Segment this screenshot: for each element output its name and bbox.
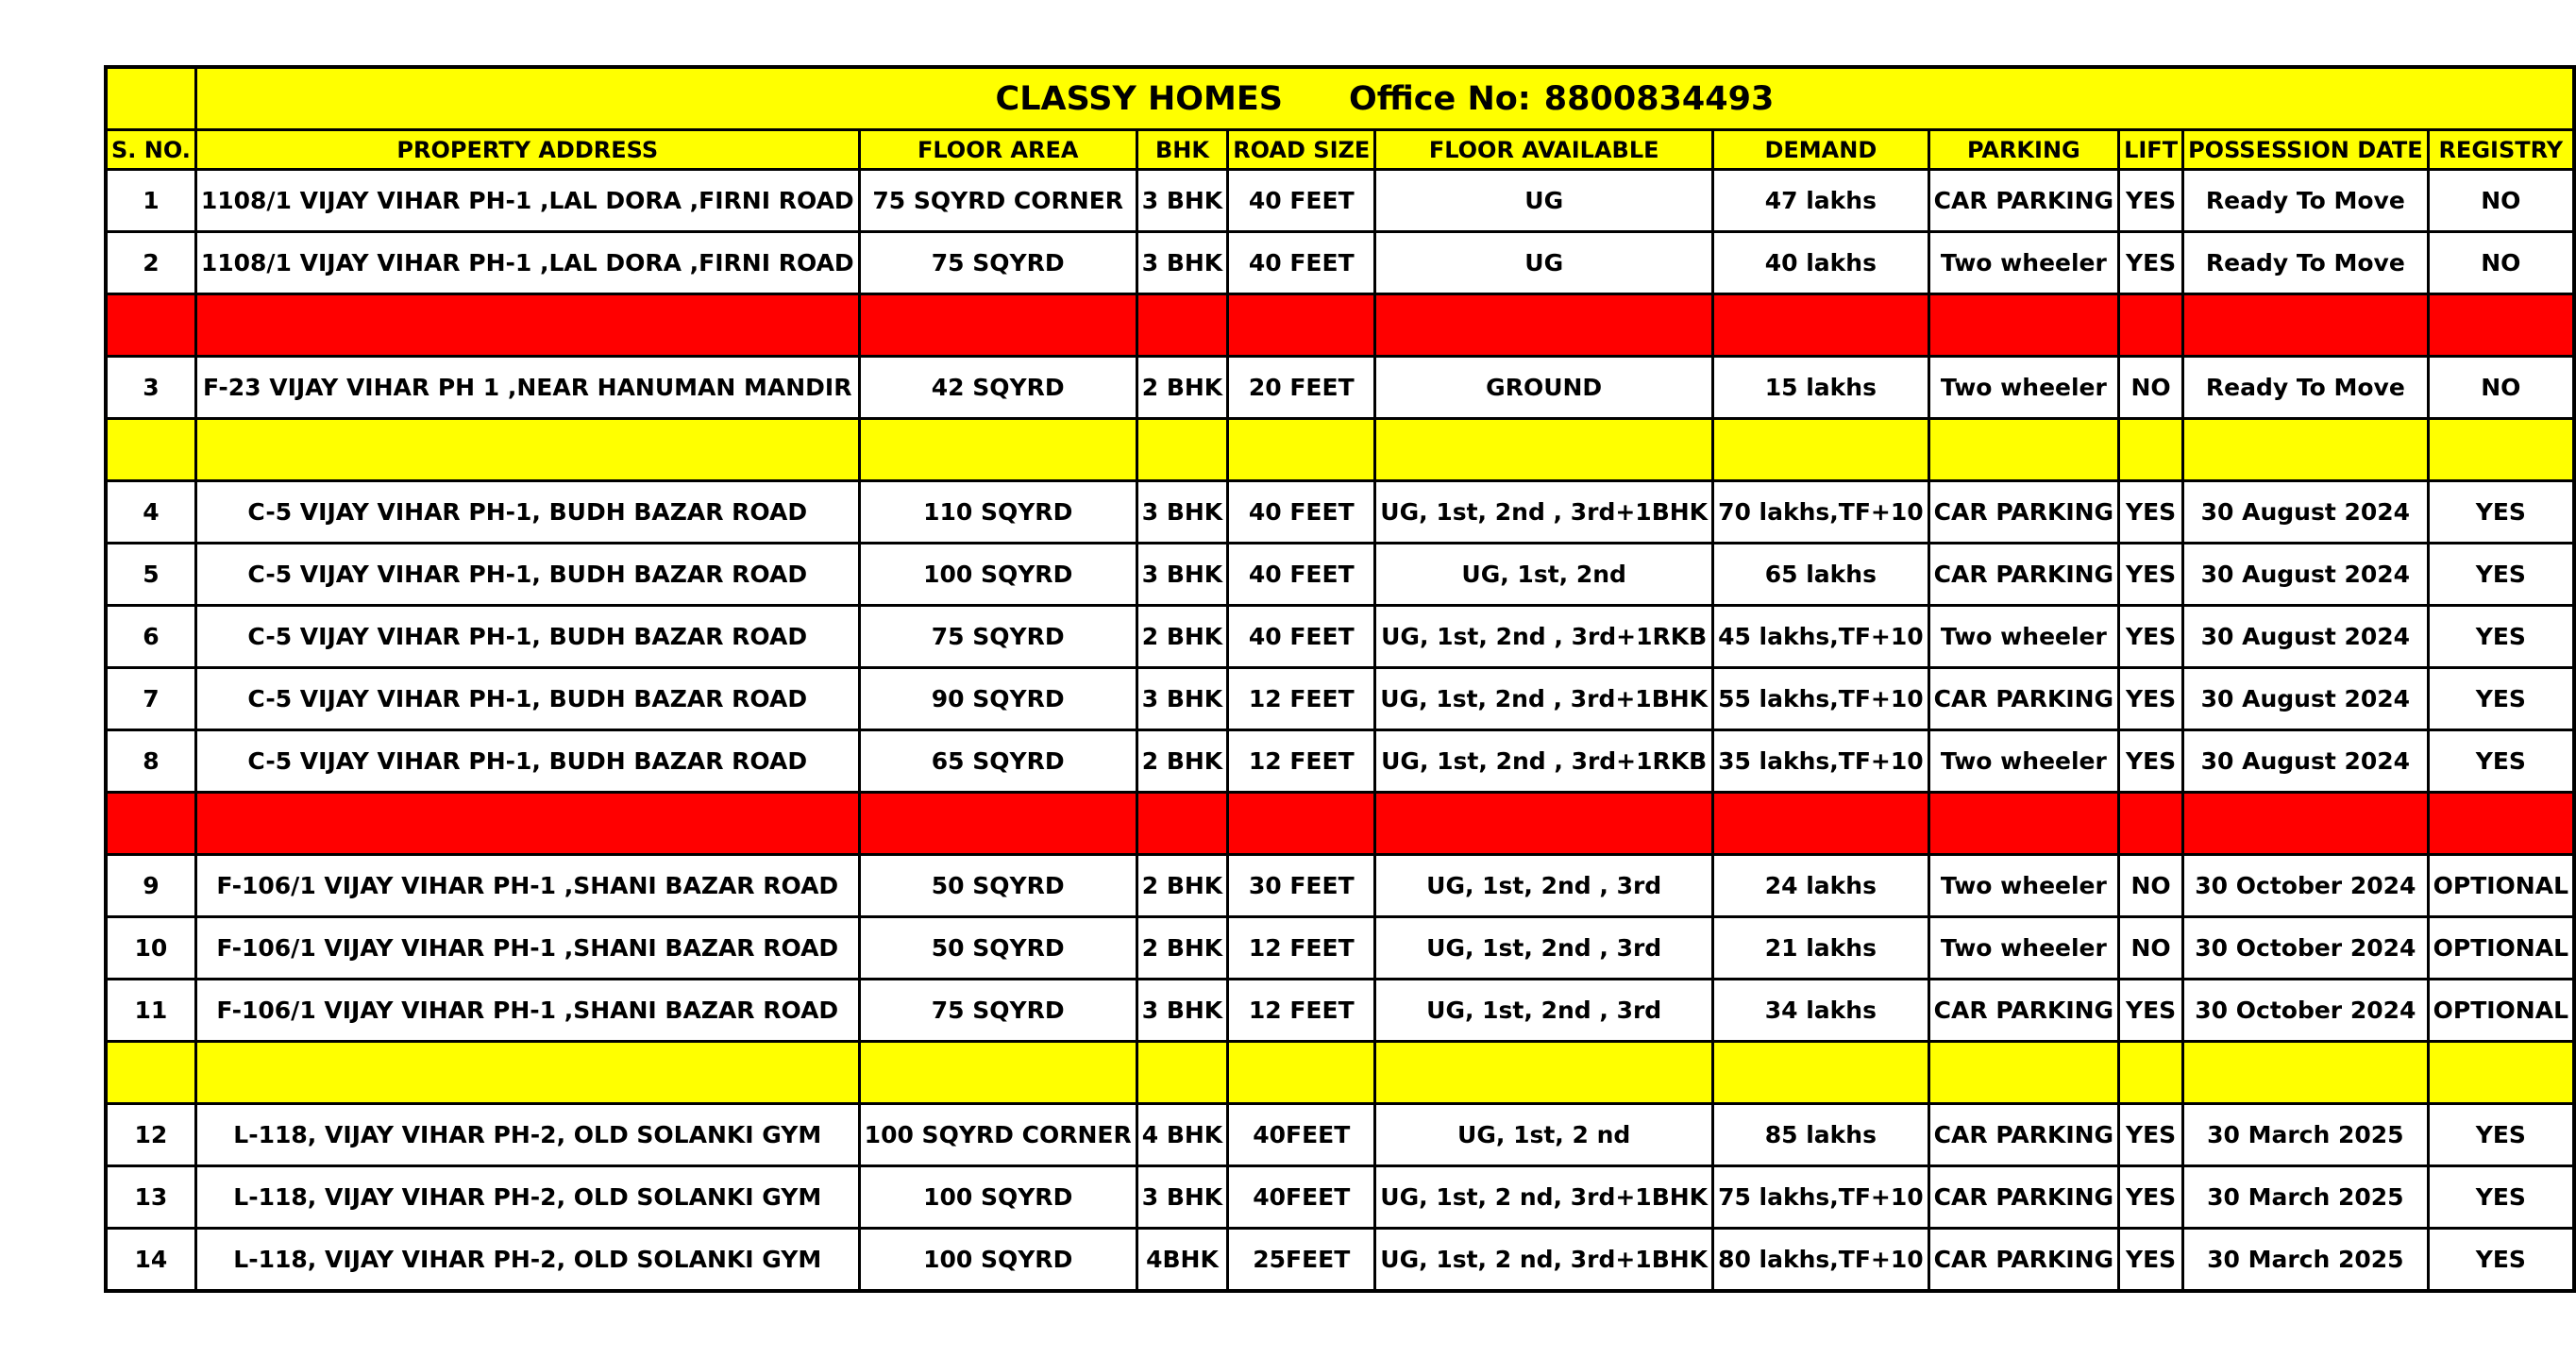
cell-road-size: 30 FEET (1228, 855, 1375, 917)
cell-road-size: 12 FEET (1228, 980, 1375, 1042)
cell-bhk: 3 BHK (1136, 1166, 1227, 1229)
cell-road-size: 12 FEET (1228, 668, 1375, 730)
table-row (106, 855, 2574, 917)
cell-road-size: 20 FEET (1228, 357, 1375, 419)
cell-registry: NO (2428, 170, 2574, 232)
cell-road-size: 40 FEET (1228, 232, 1375, 294)
cell-sno: 3 (106, 357, 195, 419)
header-property-address: PROPERTY ADDRESS (195, 130, 859, 170)
cell-parking: CAR PARKING (1928, 980, 2118, 1042)
cell-address: 1108/1 VIJAY VIHAR PH-1 ,LAL DORA ,FIRNI ROAD (195, 170, 859, 232)
cell-lift: YES (2119, 481, 2183, 544)
header-bhk: BHK (1136, 130, 1227, 170)
cell-demand: 65 lakhs (1713, 544, 1929, 606)
cell-possession-date: 30 October 2024 (2183, 917, 2429, 980)
cell-parking: Two wheeler (1928, 917, 2118, 980)
cell-registry: NO (2428, 232, 2574, 294)
cell-sno: 11 (106, 980, 195, 1042)
cell-demand: 55 lakhs,TF+10 (1713, 668, 1929, 730)
cell-road-size: 25FEET (1228, 1229, 1375, 1292)
cell-sno: 4 (106, 481, 195, 544)
cell-road-size: 40FEET (1228, 1104, 1375, 1166)
table-row (106, 730, 2574, 793)
cell-lift: YES (2119, 1104, 2183, 1166)
cell-possession-date: 30 August 2024 (2183, 481, 2429, 544)
table-row (106, 917, 2574, 980)
cell-lift: NO (2119, 855, 2183, 917)
cell-road-size: 40 FEET (1228, 481, 1375, 544)
header-sno: S. NO. (106, 130, 195, 170)
cell-floor-area: 100 SQYRD (859, 544, 1136, 606)
cell-address: F-106/1 VIJAY VIHAR PH-1 ,SHANI BAZAR ROAD (195, 917, 859, 980)
cell-lift: YES (2119, 606, 2183, 668)
table-row (106, 1229, 2574, 1292)
cell-bhk: 4 BHK (1136, 1104, 1227, 1166)
cell-parking: CAR PARKING (1928, 1166, 2118, 1229)
cell-lift: NO (2119, 357, 2183, 419)
cell-sno: 6 (106, 606, 195, 668)
cell-demand: 40 lakhs (1713, 232, 1929, 294)
cell-demand: 24 lakhs (1713, 855, 1929, 917)
cell-possession-date: 30 March 2025 (2183, 1229, 2429, 1292)
table-row (106, 170, 2574, 232)
cell-bhk: 3 BHK (1136, 544, 1227, 606)
cell-floor-available: UG, 1st, 2 nd, 3rd+1BHK (1375, 1166, 1713, 1229)
cell-possession-date: 30 August 2024 (2183, 606, 2429, 668)
cell-lift: YES (2119, 730, 2183, 793)
cell-sno: 13 (106, 1166, 195, 1229)
cell-road-size: 12 FEET (1228, 730, 1375, 793)
cell-floor-area: 90 SQYRD (859, 668, 1136, 730)
cell-lift: YES (2119, 232, 2183, 294)
cell-parking: Two wheeler (1928, 606, 2118, 668)
cell-demand: 47 lakhs (1713, 170, 1929, 232)
cell-lift: YES (2119, 1166, 2183, 1229)
cell-registry: OPTIONAL (2428, 980, 2574, 1042)
cell-possession-date: Ready To Move (2183, 357, 2429, 419)
cell-possession-date: Ready To Move (2183, 232, 2429, 294)
cell-address: L-118, VIJAY VIHAR PH-2, OLD SOLANKI GYM (195, 1104, 859, 1166)
cell-road-size: 40FEET (1228, 1166, 1375, 1229)
cell-floor-available: UG, 1st, 2nd , 3rd (1375, 855, 1713, 917)
cell-bhk: 3 BHK (1136, 980, 1227, 1042)
table-row (106, 1104, 2574, 1166)
cell-registry: YES (2428, 730, 2574, 793)
cell-floor-available: UG (1375, 232, 1713, 294)
cell-address: L-118, VIJAY VIHAR PH-2, OLD SOLANKI GYM (195, 1166, 859, 1229)
cell-floor-area: 75 SQYRD (859, 232, 1136, 294)
cell-sno: 12 (106, 1104, 195, 1166)
cell-bhk: 3 BHK (1136, 170, 1227, 232)
cell-demand: 75 lakhs,TF+10 (1713, 1166, 1929, 1229)
cell-sno: 8 (106, 730, 195, 793)
cell-bhk: 3 BHK (1136, 232, 1227, 294)
cell-floor-available: UG (1375, 170, 1713, 232)
cell-registry: YES (2428, 668, 2574, 730)
cell-floor-area: 42 SQYRD (859, 357, 1136, 419)
separator-row-yellow (106, 419, 2574, 481)
cell-parking: CAR PARKING (1928, 668, 2118, 730)
title-row (106, 67, 2574, 130)
separator-row-red (106, 793, 2574, 855)
cell-road-size: 12 FEET (1228, 917, 1375, 980)
cell-address: 1108/1 VIJAY VIHAR PH-1 ,LAL DORA ,FIRNI ROAD (195, 232, 859, 294)
cell-floor-available: UG, 1st, 2nd , 3rd (1375, 980, 1713, 1042)
cell-bhk: 4BHK (1136, 1229, 1227, 1292)
cell-sno: 1 (106, 170, 195, 232)
cell-road-size: 40 FEET (1228, 606, 1375, 668)
cell-demand: 45 lakhs,TF+10 (1713, 606, 1929, 668)
cell-floor-area: 75 SQYRD (859, 980, 1136, 1042)
header-floor-area: FLOOR AREA (859, 130, 1136, 170)
cell-registry: YES (2428, 1229, 2574, 1292)
header-lift: LIFT (2119, 130, 2183, 170)
cell-registry: OPTIONAL (2428, 855, 2574, 917)
cell-registry: YES (2428, 481, 2574, 544)
cell-address: F-106/1 VIJAY VIHAR PH-1 ,SHANI BAZAR ROAD (195, 980, 859, 1042)
cell-parking: CAR PARKING (1928, 170, 2118, 232)
table-row (106, 232, 2574, 294)
sheet-title (195, 67, 2574, 130)
cell-bhk: 2 BHK (1136, 357, 1227, 419)
cell-lift: YES (2119, 980, 2183, 1042)
cell-registry: NO (2428, 357, 2574, 419)
cell-floor-area: 65 SQYRD (859, 730, 1136, 793)
separator-row-red (106, 294, 2574, 357)
cell-bhk: 2 BHK (1136, 917, 1227, 980)
cell-address: C-5 VIJAY VIHAR PH-1, BUDH BAZAR ROAD (195, 544, 859, 606)
cell-parking: Two wheeler (1928, 357, 2118, 419)
office-number: 8800834493 (1543, 79, 1775, 118)
cell-address: L-118, VIJAY VIHAR PH-2, OLD SOLANKI GYM (195, 1229, 859, 1292)
cell-address: C-5 VIJAY VIHAR PH-1, BUDH BAZAR ROAD (195, 730, 859, 793)
cell-floor-available: UG, 1st, 2nd (1375, 544, 1713, 606)
cell-floor-available: UG, 1st, 2 nd, 3rd+1BHK (1375, 1229, 1713, 1292)
cell-possession-date: 30 March 2025 (2183, 1166, 2429, 1229)
cell-sno: 14 (106, 1229, 195, 1292)
cell-lift: NO (2119, 917, 2183, 980)
cell-sno: 2 (106, 232, 195, 294)
cell-parking: CAR PARKING (1928, 481, 2118, 544)
company-name: CLASSY HOMES (995, 79, 1283, 118)
table-row (106, 357, 2574, 419)
header-floor-available: FLOOR AVAILABLE (1375, 130, 1713, 170)
cell-sno: 10 (106, 917, 195, 980)
cell-lift: YES (2119, 170, 2183, 232)
cell-floor-available: UG, 1st, 2nd , 3rd+1BHK (1375, 668, 1713, 730)
cell-possession-date: 30 October 2024 (2183, 980, 2429, 1042)
cell-floor-area: 50 SQYRD (859, 917, 1136, 980)
table-row (106, 481, 2574, 544)
cell-parking: CAR PARKING (1928, 1229, 2118, 1292)
cell-bhk: 3 BHK (1136, 481, 1227, 544)
cell-demand: 70 lakhs,TF+10 (1713, 481, 1929, 544)
header-parking: PARKING (1928, 130, 2118, 170)
table-row (106, 606, 2574, 668)
cell-floor-available: UG, 1st, 2nd , 3rd+1RKB (1375, 606, 1713, 668)
cell-registry: YES (2428, 544, 2574, 606)
cell-floor-area: 100 SQYRD CORNER (859, 1104, 1136, 1166)
cell-floor-available: UG, 1st, 2nd , 3rd+1RKB (1375, 730, 1713, 793)
header-road-size: ROAD SIZE (1228, 130, 1375, 170)
cell-road-size: 40 FEET (1228, 544, 1375, 606)
cell-floor-area: 100 SQYRD (859, 1166, 1136, 1229)
cell-floor-area: 75 SQYRD (859, 606, 1136, 668)
header-registry: REGISTRY (2428, 130, 2574, 170)
cell-bhk: 3 BHK (1136, 668, 1227, 730)
cell-floor-available: UG, 1st, 2nd , 3rd+1BHK (1375, 481, 1713, 544)
cell-demand: 85 lakhs (1713, 1104, 1929, 1166)
cell-registry: YES (2428, 606, 2574, 668)
cell-registry: YES (2428, 1166, 2574, 1229)
cell-floor-area: 75 SQYRD CORNER (859, 170, 1136, 232)
table-row (106, 1166, 2574, 1229)
header-row (106, 130, 2574, 170)
cell-possession-date: 30 March 2025 (2183, 1104, 2429, 1166)
cell-demand: 21 lakhs (1713, 917, 1929, 980)
header-demand: DEMAND (1713, 130, 1929, 170)
cell-floor-available: GROUND (1375, 357, 1713, 419)
cell-lift: YES (2119, 1229, 2183, 1292)
cell-demand: 80 lakhs,TF+10 (1713, 1229, 1929, 1292)
cell-possession-date: 30 August 2024 (2183, 730, 2429, 793)
cell-sno: 5 (106, 544, 195, 606)
cell-floor-available: UG, 1st, 2nd , 3rd (1375, 917, 1713, 980)
cell-lift: YES (2119, 668, 2183, 730)
cell-possession-date: 30 October 2024 (2183, 855, 2429, 917)
cell-registry: OPTIONAL (2428, 917, 2574, 980)
cell-registry: YES (2428, 1104, 2574, 1166)
cell-sno: 9 (106, 855, 195, 917)
cell-possession-date: 30 August 2024 (2183, 668, 2429, 730)
cell-parking: CAR PARKING (1928, 1104, 2118, 1166)
cell-parking: Two wheeler (1928, 855, 2118, 917)
cell-floor-area: 110 SQYRD (859, 481, 1136, 544)
cell-bhk: 2 BHK (1136, 606, 1227, 668)
cell-possession-date: Ready To Move (2183, 170, 2429, 232)
office-label: Office No: (1348, 79, 1531, 118)
cell-floor-available: UG, 1st, 2 nd (1375, 1104, 1713, 1166)
cell-bhk: 2 BHK (1136, 730, 1227, 793)
cell-sno: 7 (106, 668, 195, 730)
cell-address: F-23 VIJAY VIHAR PH 1 ,NEAR HANUMAN MANDIR (195, 357, 859, 419)
cell-parking: Two wheeler (1928, 232, 2118, 294)
cell-demand: 15 lakhs (1713, 357, 1929, 419)
cell-address: C-5 VIJAY VIHAR PH-1, BUDH BAZAR ROAD (195, 481, 859, 544)
property-listing-table (104, 65, 2576, 1293)
cell-demand: 35 lakhs,TF+10 (1713, 730, 1929, 793)
cell-address: C-5 VIJAY VIHAR PH-1, BUDH BAZAR ROAD (195, 668, 859, 730)
cell-address: F-106/1 VIJAY VIHAR PH-1 ,SHANI BAZAR ROAD (195, 855, 859, 917)
cell-floor-area: 100 SQYRD (859, 1229, 1136, 1292)
table-row (106, 980, 2574, 1042)
cell-road-size: 40 FEET (1228, 170, 1375, 232)
cell-lift: YES (2119, 544, 2183, 606)
cell-demand: 34 lakhs (1713, 980, 1929, 1042)
cell-possession-date: 30 August 2024 (2183, 544, 2429, 606)
cell-bhk: 2 BHK (1136, 855, 1227, 917)
title-corner-cell (106, 67, 195, 130)
separator-row-yellow (106, 1042, 2574, 1104)
header-possession-date: POSSESSION DATE (2183, 130, 2429, 170)
table-row (106, 668, 2574, 730)
cell-parking: CAR PARKING (1928, 544, 2118, 606)
table-row (106, 544, 2574, 606)
cell-floor-area: 50 SQYRD (859, 855, 1136, 917)
cell-parking: Two wheeler (1928, 730, 2118, 793)
cell-address: C-5 VIJAY VIHAR PH-1, BUDH BAZAR ROAD (195, 606, 859, 668)
